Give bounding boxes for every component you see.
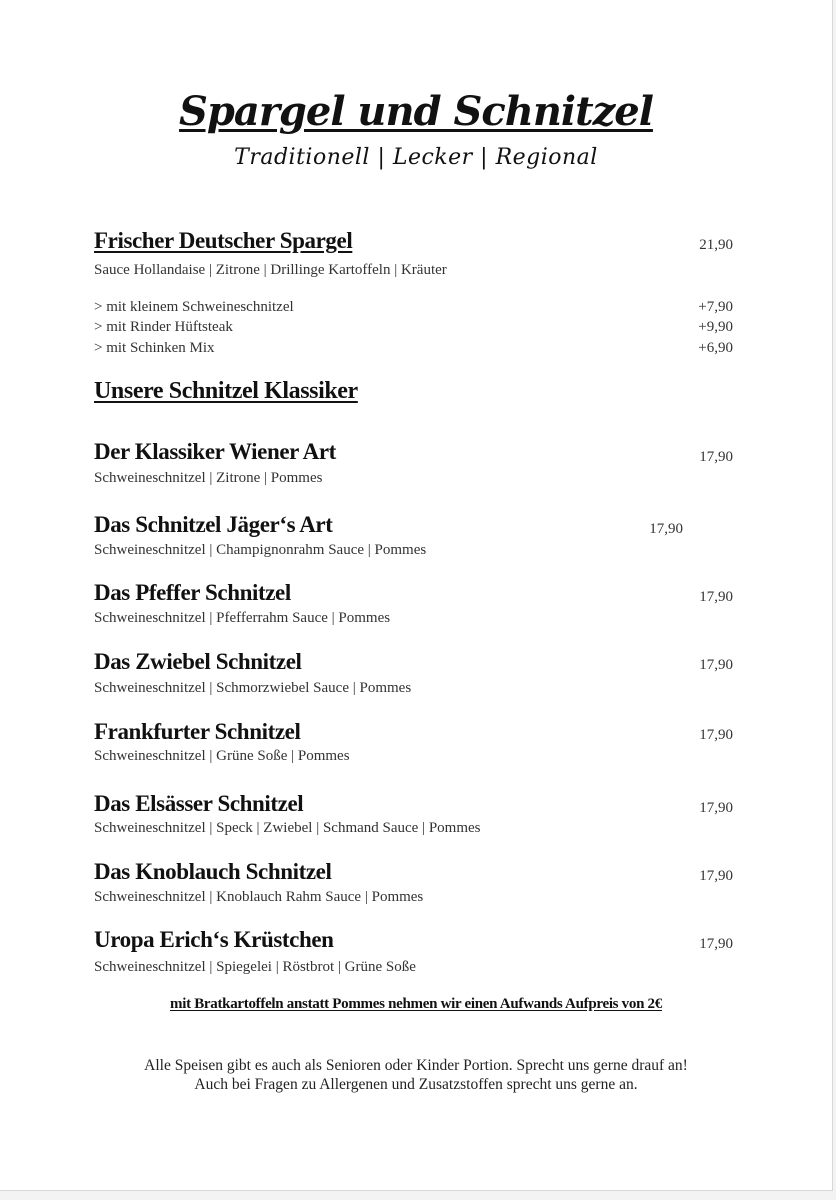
menu-item-description: Schweineschnitzel | Champignonrahm Sauce | Pommes <box>94 542 427 558</box>
menu-item-description: Schweineschnitzel | Schmorzwiebel Sauce | Pommes <box>94 680 412 696</box>
menu-item-title: Frankfurter Schnitzel <box>94 719 301 744</box>
menu-item-price: 17,90 <box>699 589 733 605</box>
addon-label: > mit kleinem Schweineschnitzel <box>94 299 294 315</box>
menu-item-description: Schweineschnitzel | Spiegelei | Röstbrot | Grüne Soße <box>94 959 416 975</box>
footer-note-portions: Alle Speisen gibt es auch als Senioren oder Kinder Portion. Sprecht uns gerne drauf an! <box>144 1057 688 1074</box>
menu-item-description: Schweineschnitzel | Pfefferrahm Sauce | Pommes <box>94 610 391 626</box>
addon-price: +6,90 <box>698 340 733 356</box>
spargel-description: Sauce Hollandaise | Zitrone | Drillinge Kartoffeln | Kräuter <box>94 262 447 278</box>
menu-item-description: Schweineschnitzel | Speck | Zwiebel | Schmand Sauce | Pommes <box>94 820 481 836</box>
menu-item-title: Das Pfeffer Schnitzel <box>94 580 291 605</box>
menu-item-title: Das Schnitzel Jäger‘s Art <box>94 512 333 537</box>
menu-item-title: Das Knoblauch Schnitzel <box>94 859 332 884</box>
footer-note-allergens: Auch bei Fragen zu Allergenen und Zusatzstoffen sprecht uns gerne an. <box>194 1076 638 1093</box>
menu-item-price: 17,90 <box>699 449 733 465</box>
menu-item-price: 17,90 <box>699 727 733 743</box>
menu-item-description: Schweineschnitzel | Knoblauch Rahm Sauce | Pommes <box>94 889 424 905</box>
menu-item-price: 17,90 <box>699 800 733 816</box>
menu-item-price: 17,90 <box>699 868 733 884</box>
menu-item-title: Das Zwiebel Schnitzel <box>94 649 302 674</box>
menu-item-title: Das Elsässer Schnitzel <box>94 791 304 816</box>
addon-price: +9,90 <box>698 319 733 335</box>
menu-item-price: 17,90 <box>649 521 683 537</box>
menu-item-title: Uropa Erich‘s Krüstchen <box>94 927 334 952</box>
addon-price: +7,90 <box>698 299 733 315</box>
menu-title: Spargel und Schnitzel <box>179 88 653 135</box>
menu-item-description: Schweineschnitzel | Zitrone | Pommes <box>94 470 323 486</box>
menu-item-title: Der Klassiker Wiener Art <box>94 439 336 464</box>
spargel-title: Frischer Deutscher Spargel <box>94 228 353 253</box>
spargel-price: 21,90 <box>699 237 733 253</box>
addon-label: > mit Schinken Mix <box>94 340 215 356</box>
bratkartoffeln-note: mit Bratkartoffeln anstatt Pommes nehmen wir einen Aufwands Aufpreis von 2€ <box>170 996 662 1012</box>
menu-item-description: Schweineschnitzel | Grüne Soße | Pommes <box>94 748 350 764</box>
menu-item-price: 17,90 <box>699 657 733 673</box>
menu-subtitle: Traditionell | Lecker | Regional <box>234 145 598 170</box>
section-title: Unsere Schnitzel Klassiker <box>94 378 358 404</box>
menu-item-price: 17,90 <box>699 936 733 952</box>
addon-label: > mit Rinder Hüftsteak <box>94 319 233 335</box>
